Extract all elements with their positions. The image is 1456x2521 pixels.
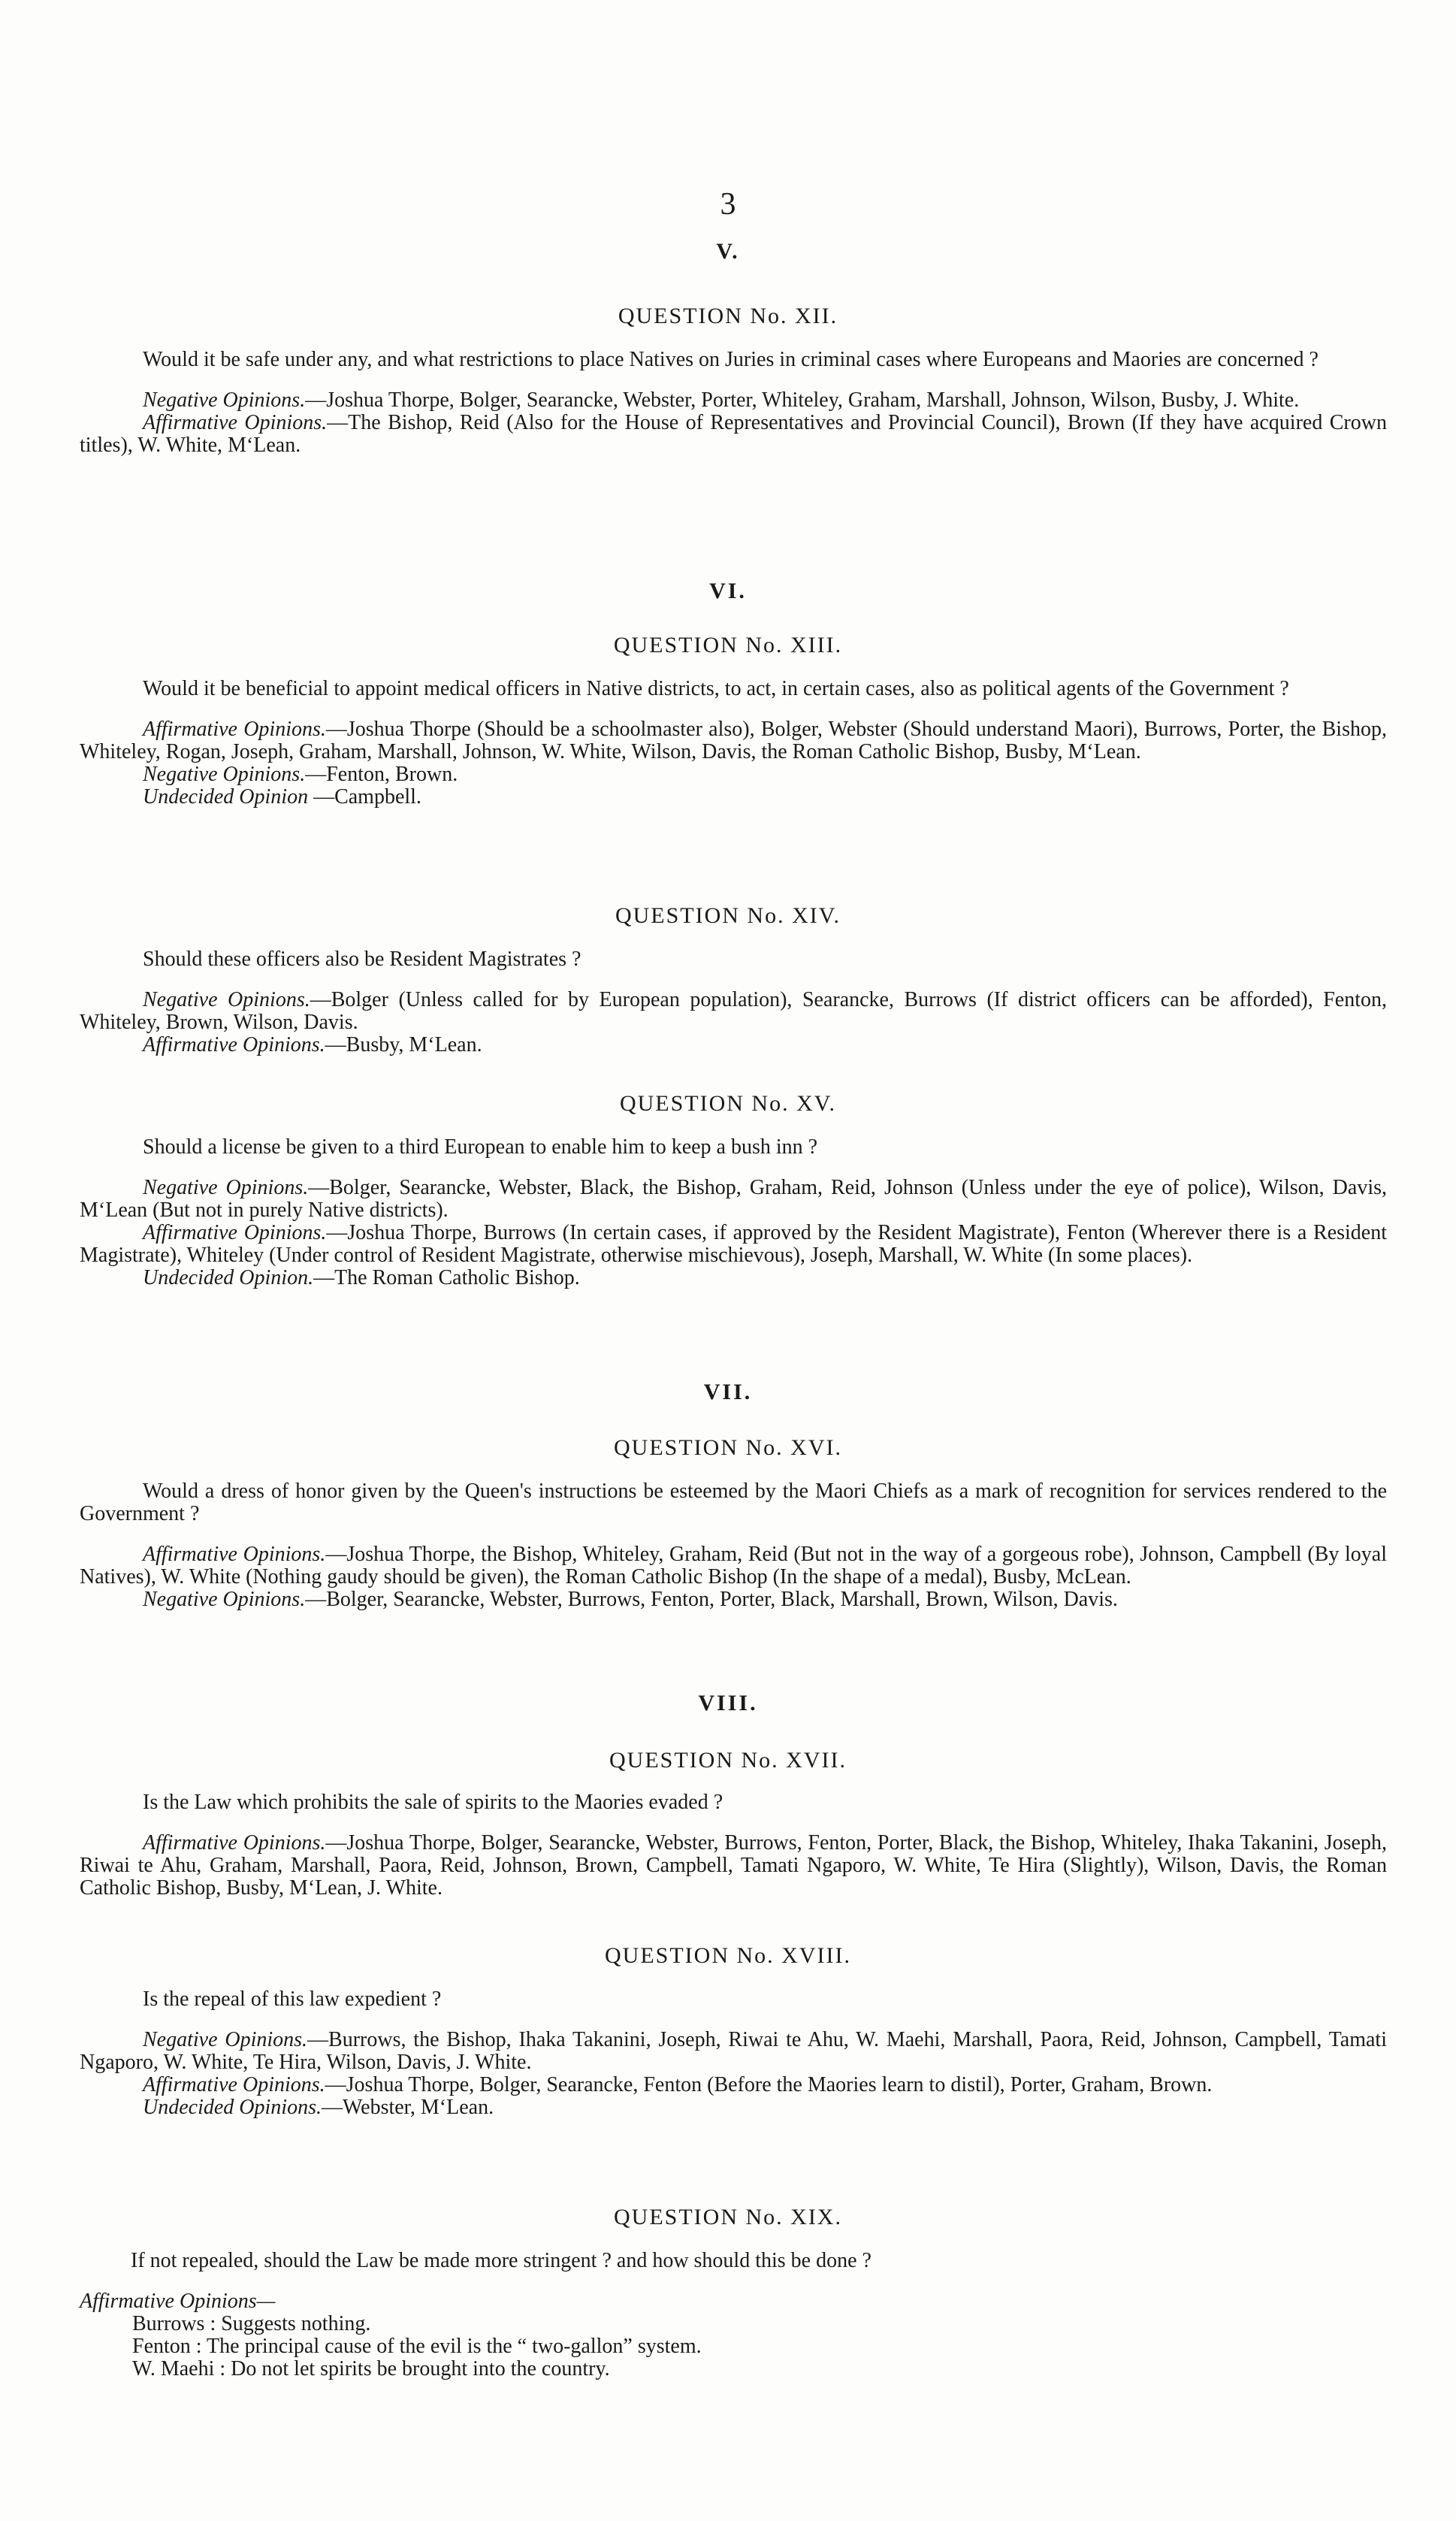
opinion-text: The Roman Catholic Bishop.	[334, 1266, 580, 1289]
opinion-negative: Negative Opinions.—Joshua Thorpe, Bolger, Searancke, Webster, Porter, Whiteley, Graham, Marshall, Johnson, Wilson, Busby, J. White.	[143, 388, 1300, 412]
opinion-entry: Fenton : The principal cause of the evil is the “ two-gallon” system.	[132, 2335, 702, 2358]
opinion-text: Joshua Thorpe, the Bishop, Whiteley, Graham, Reid (But not in the way of a gorgeous robe), Johnson, Campbell (By loyal Natives), W. White (Nothing gaudy should be given), the Roman Catholic Bishop (In the shape of a medal), Busby, McLean.	[80, 1543, 1387, 1588]
opinion-text: Bolger, Searancke, Webster, Burrows, Fenton, Porter, Black, Marshall, Brown, Wilson, Davis.	[326, 1588, 1118, 1611]
question-text: Is the repeal of this law expedient ?	[143, 1987, 442, 2011]
section-numeral-viii: VIII.	[698, 1691, 758, 1715]
opinion-text: Joshua Thorpe, Bolger, Searancke, Webster, Porter, Whiteley, Graham, Marshall, Johnson, Wilson, Busby, J. White.	[326, 388, 1300, 412]
opinion-label: Undecided Opinion.	[143, 1266, 314, 1289]
question-text: Should these officers also be Resident Magistrates ?	[143, 948, 581, 971]
question-text: Would it be beneficial to appoint medical officers in Native districts, to act, in certain cases, also as political agents of the Government ?	[143, 677, 1289, 700]
opinion-entry: Burrows : Suggests nothing.	[132, 2312, 371, 2335]
section-numeral-v: V.	[716, 239, 740, 264]
opinion-affirmative: Affirmative Opinions.—Joshua Thorpe, Bolger, Searancke, Fenton (Before the Maories learn to distil), Porter, Graham, Brown.	[143, 2073, 1213, 2096]
question-text: Is the Law which prohibits the sale of spirits to the Maories evaded ?	[143, 1791, 723, 1814]
opinion-undecided: Undecided Opinion.—The Roman Catholic Bishop.	[143, 1266, 580, 1289]
question-text: Would it be safe under any, and what restrictions to place Natives on Juries in criminal cases where Europeans and Maories are concerned ?	[143, 348, 1319, 371]
question-heading-xiv: QUESTION No. XIV.	[615, 903, 841, 928]
opinion-lead	[80, 2290, 1387, 2313]
opinion-text: The Bishop, Reid (Also for the House of Representatives and Provincial Council), Brown (If they have acquired Crown titles), W. White, M‘Lean.	[80, 411, 1387, 457]
opinion-label: Negative Opinions.	[143, 2028, 308, 2051]
opinion-affirmative: Affirmative Opinions.—Joshua Thorpe, the Bishop, Whiteley, Graham, Reid (But not in the way of a gorgeous robe), Johnson, Campbell (By loyal Natives), W. White (Nothing gaudy should be given), the Roman Catholic Bishop (In the shape of a medal), Busby, McLean.	[80, 1543, 1387, 1588]
page-number: 3	[720, 187, 736, 222]
opinion-negative: Negative Opinions.—Bolger (Unless called for by European population), Searancke, Burrows (If district officers can be afforded), Fenton, Whiteley, Brown, Wilson, Davis.	[80, 988, 1387, 1034]
question-heading-xiii: QUESTION No. XIII.	[613, 633, 843, 657]
question-heading-xvii: QUESTION No. XVII.	[609, 1748, 847, 1773]
opinion-text: Bolger, Searancke, Webster, Black, the Bishop, Graham, Reid, Johnson (Unless under the eye of police), Wilson, Davis, M‘Lean (But not in purely Native districts).	[80, 1176, 1387, 1222]
opinion-label: Affirmative Opinions.	[143, 1221, 327, 1244]
opinion-label: Negative Opinions.	[143, 988, 310, 1011]
question-block-xv	[80, 1136, 1387, 1289]
question-block-xviii	[80, 1988, 1387, 2119]
opinion-text: Webster, M‘Lean.	[342, 2096, 494, 2119]
question-heading-xii: QUESTION No. XII.	[618, 304, 838, 328]
opinion-label: Affirmative Opinions.	[143, 718, 326, 741]
section-numeral-vii: VII.	[703, 1380, 753, 1404]
opinion-text: Joshua Thorpe, Burrows (In certain cases, if approved by the Resident Magistrate), Fenton (Wherever there is a Resident Magistrate), Whiteley (Under control of Resident Magistrate, otherwise mischievous), Joseph, Marshall, W. White (In some places).	[80, 1221, 1388, 1267]
opinion-text: Joshua Thorpe, Bolger, Searancke, Webster, Burrows, Fenton, Porter, Black, the Bishop, Whiteley, Ihaka Takanini, Joseph, Riwai te Ahu, Graham, Marshall, Paora, Reid, Johnson, Brown, Campbell, Tamati Ngaporo, W. White, Te Hira (Slightly), Wilson, Davis, the Roman Catholic Bishop, Busby, M‘Lean, J. White.	[80, 1831, 1387, 1900]
question-text: If not repealed, should the Law be made more stringent ? and how should this be done ?	[131, 2249, 871, 2272]
opinion-affirmative: Affirmative Opinions.—Joshua Thorpe, Bolger, Searancke, Webster, Burrows, Fenton, Porter, Black, the Bishop, Whiteley, Ihaka Takanini, Joseph, Riwai te Ahu, Graham, Marshall, Paora, Reid, Johnson, Brown, Campbell, Tamati Ngaporo, W. White, Te Hira (Slightly), Wilson, Davis, the Roman Catholic Bishop, Busby, M‘Lean, J. White.	[80, 1831, 1387, 1900]
opinion-label: Affirmative Opinions—	[80, 2290, 276, 2313]
opinion-label: Negative Opinions.	[143, 763, 306, 786]
opinion-text: Burrows, the Bishop, Ihaka Takanini, Joseph, Riwai te Ahu, W. Maehi, Marshall, Paora, Reid, Johnson, Campbell, Tamati Ngaporo, W. White, Te Hira, Wilson, Davis, J. White.	[80, 2028, 1387, 2074]
opinion-label: Undecided Opinions.	[143, 2096, 322, 2119]
section-numeral-vi: VI.	[709, 579, 747, 603]
opinion-negative: Negative Opinions.—Fenton, Brown.	[143, 763, 458, 786]
opinion-text: Joshua Thorpe, Bolger, Searancke, Fenton (Before the Maories learn to distil), Porter, Graham, Brown.	[346, 2073, 1213, 2096]
opinion-affirmative: Affirmative Opinions.—Joshua Thorpe (Should be a schoolmaster also), Bolger, Webster (Should understand Maori), Burrows, Porter, the Bishop, Whiteley, Rogan, Joseph, Graham, Marshall, Johnson, W. White, Wilson, Davis, the Roman Catholic Bishop, Busby, M‘Lean.	[80, 718, 1387, 763]
opinion-label: Negative Opinions.	[143, 388, 306, 412]
opinion-label: Undecided Opinion	[143, 785, 309, 809]
opinion-negative: Negative Opinions.—Bolger, Searancke, Webster, Burrows, Fenton, Porter, Black, Marshall, Brown, Wilson, Davis.	[143, 1588, 1118, 1611]
opinion-undecided: Undecided Opinions.—Webster, M‘Lean.	[143, 2096, 494, 2119]
opinion-text: Busby, M‘Lean.	[346, 1033, 482, 1056]
opinion-affirmative: Affirmative Opinions.—The Bishop, Reid (Also for the House of Representatives and Provincial Council), Brown (If they have acquired Crown titles), W. White, M‘Lean.	[80, 411, 1387, 457]
opinion-label: Negative Opinions.	[143, 1176, 309, 1199]
opinion-text: Joshua Thorpe (Should be a schoolmaster also), Bolger, Webster (Should understand Maori), Burrows, Porter, the Bishop, Whiteley, Rogan, Joseph, Graham, Marshall, Johnson, W. White, Wilson, Davis, the Roman Catholic Bishop, Busby, M‘Lean.	[80, 718, 1387, 763]
opinion-undecided: Undecided Opinion —Campbell.	[143, 785, 421, 809]
opinion-label: Affirmative Opinions.	[143, 411, 328, 434]
opinion-label: Affirmative Opinions.	[143, 2073, 325, 2096]
question-block-xvi	[80, 1480, 1387, 1611]
opinion-negative: Negative Opinions.—Burrows, the Bishop, Ihaka Takanini, Joseph, Riwai te Ahu, W. Maehi, Marshall, Paora, Reid, Johnson, Campbell, Tamati Ngaporo, W. White, Te Hira, Wilson, Davis, J. White.	[80, 2028, 1387, 2074]
question-block-xiii	[80, 678, 1387, 809]
question-block-xvii	[80, 1791, 1387, 1900]
question-block-xiv	[80, 948, 1387, 1056]
question-heading-xix: QUESTION No. XIX.	[614, 2205, 842, 2229]
question-text: Should a license be given to a third European to enable him to keep a bush inn ?	[143, 1135, 818, 1159]
question-heading-xvi: QUESTION No. XVI.	[614, 1435, 842, 1460]
opinion-label: Affirmative Opinions.	[143, 1543, 326, 1566]
opinion-affirmative: Affirmative Opinions.—Joshua Thorpe, Burrows (In certain cases, if approved by the Resident Magistrate), Fenton (Wherever there is a Resident Magistrate), Whiteley (Under control of Resident Magistrate, otherwise mischievous), Joseph, Marshall, W. White (In some places).	[80, 1221, 1388, 1267]
opinion-negative: Negative Opinions.—Bolger, Searancke, Webster, Black, the Bishop, Graham, Reid, Johnson (Unless under the eye of police), Wilson, Davis, M‘Lean (But not in purely Native districts).	[80, 1176, 1387, 1222]
opinion-label: Affirmative Opinions.	[143, 1831, 326, 1854]
question-block-xix	[80, 2250, 1387, 2380]
question-block-xii	[80, 349, 1387, 457]
question-heading-xv: QUESTION No. XV.	[619, 1091, 837, 1116]
opinion-entry: W. Maehi : Do not let spirits be brought into the country.	[132, 2357, 610, 2380]
question-heading-xviii: QUESTION No. XVIII.	[605, 1943, 851, 1968]
opinion-label: Negative Opinions.	[143, 1588, 306, 1611]
opinion-text: Bolger (Unless called for by European population), Searancke, Burrows (If district officers can be afforded), Fenton, Whiteley, Brown, Wilson, Davis.	[80, 988, 1387, 1034]
question-text: Would a dress of honor given by the Queen's instructions be esteemed by the Maori Chiefs as a mark of recognition for services rendered to the Government ?	[80, 1480, 1387, 1525]
opinion-text: Campbell.	[334, 785, 421, 809]
opinion-affirmative: Affirmative Opinions.—Busby, M‘Lean.	[143, 1033, 482, 1056]
opinion-text: Fenton, Brown.	[326, 763, 458, 786]
opinion-label: Affirmative Opinions.	[143, 1033, 325, 1056]
